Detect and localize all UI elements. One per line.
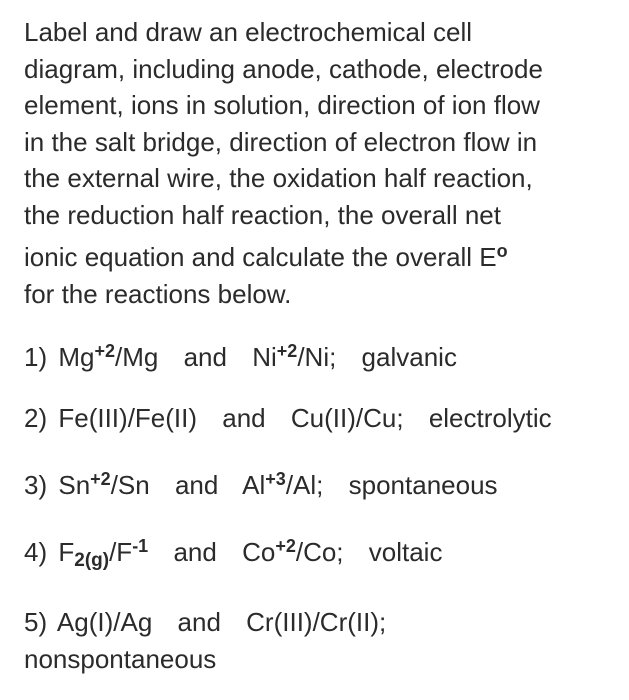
half-cell-a: Fe(III)/Fe(II) [58,403,198,433]
and-word: and [173,537,217,567]
cell-type: spontaneous [348,470,498,500]
problem-number: 4) [24,537,48,567]
cell-type: voltaic [368,537,443,567]
species-tail: /Co; [295,537,344,567]
species-base: Mg [58,342,95,372]
half-cell-a: Ag(I)/Ag [56,607,153,637]
species-tail: /Sn [110,470,150,500]
prompt-line-6: the reduction half reaction, the overall net [24,199,501,230]
species-tail: /Ni; [297,342,337,372]
and-word: and [177,607,221,637]
problem-4 [24,536,443,571]
species-base: Al [242,470,266,500]
half-cell-b [252,342,336,372]
cell-type: galvanic [361,342,457,372]
problem-number: 5) [24,607,48,637]
charge-superscript: -1 [132,536,149,556]
prompt-line-4: in the salt bridge, direction of electron flow in [24,126,538,157]
cell-type: electrolytic [428,403,552,433]
species-base: F [58,537,75,567]
and-word: and [222,403,266,433]
half-cell-b: Cr(III)/Cr(II); [246,607,387,637]
problem-number: 3) [24,470,48,500]
charge-superscript: +2 [275,536,296,556]
and-word: and [183,342,227,372]
half-cell-b [242,470,323,500]
prompt-line-1: Label and draw an electrochemical cell [24,17,473,47]
species-mid: /F [109,537,133,567]
half-cell-a [58,470,149,500]
problem-3 [24,470,498,501]
prompt-line-5: the external wire, the oxidation half reaction, [24,163,533,193]
half-cell-b [242,537,343,567]
species-base: Ni [252,342,277,372]
prompt-line-8: for the reactions below. [24,278,292,309]
species-tail: /Al; [285,470,324,500]
problem-number: 2) [24,403,48,433]
species-tail: /Mg [115,342,159,372]
species-base: Sn [58,470,91,500]
charge-superscript: +2 [94,341,116,361]
problem-2 [24,403,552,434]
charge-superscript: +2 [276,341,298,361]
half-cell-b: Cu(II)/Cu; [290,403,404,433]
standard-potential-superscript: o [496,241,508,261]
charge-superscript: +3 [265,469,286,489]
problem-5 [24,604,386,678]
question-prompt [24,14,614,312]
problem-1 [24,342,457,373]
half-cell-a [58,536,149,571]
charge-superscript: +2 [90,469,111,489]
problem-number: 1) [24,342,48,372]
and-word: and [174,470,219,500]
prompt-line-7 [24,239,614,276]
half-cell-a [58,342,158,372]
state-subscript: 2(g) [74,550,110,571]
species-base: Co [242,537,276,567]
prompt-line-3: element, ions in solution, direction of ion flow [24,90,540,120]
prompt-line-7-text: ionic equation and calculate the overall E [24,242,497,272]
prompt-line-2: diagram, including anode, cathode, electrode [24,53,543,84]
cell-type: nonspontaneous [24,644,217,674]
